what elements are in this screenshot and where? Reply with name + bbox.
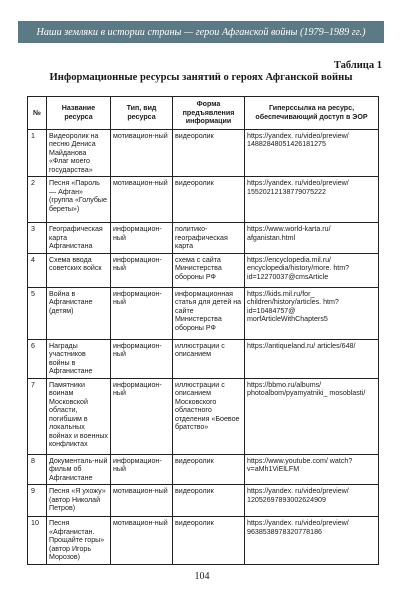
column-header-number: №: [28, 97, 47, 130]
cell-number: 7: [28, 378, 47, 454]
cell-number: 2: [28, 177, 47, 223]
cell-resource-name: Географическая карта Афганистана: [47, 223, 111, 254]
table-row: [28, 253, 379, 287]
cell-presentation-form: видеоролик: [173, 177, 245, 223]
cell-presentation-form: иллюстрации с описанием Московского областного отделения «Боевое братство»: [173, 378, 245, 454]
cell-presentation-form: схема с сайта Министерства обороны РФ: [173, 253, 245, 287]
cell-hyperlink[interactable]: https://antiqueland.ru/ articles/648/: [245, 339, 379, 378]
table-header-row: [28, 97, 379, 130]
cell-hyperlink[interactable]: https://encyclopedia.mil.ru/ encyclopedia/history/more. htm?id=12270037@cmsArticle: [245, 253, 379, 287]
cell-resource-name: Памятники воинам Московской области, погибшим в локальных войнах и военных конфликтах: [47, 378, 111, 454]
cell-resource-name: Война в Афганистане (детям): [47, 287, 111, 339]
cell-resource-type: мотивацион-ный: [111, 485, 173, 517]
cell-number: 1: [28, 129, 47, 177]
cell-resource-type: мотивацион-ный: [111, 177, 173, 223]
cell-resource-type: информацион-ный: [111, 287, 173, 339]
cell-hyperlink[interactable]: https://bbmo.ru/albums/ photoalbom/pyamyatniki_ mosoblasti/: [245, 378, 379, 454]
page-number: 104: [194, 571, 210, 582]
cell-presentation-form: видеоролик: [173, 517, 245, 565]
cell-presentation-form: информационная статья для детей на сайте Министерства обороны РФ: [173, 287, 245, 339]
cell-presentation-form: иллюстрации с описанием: [173, 339, 245, 378]
cell-presentation-form: видеоролик: [173, 129, 245, 177]
cell-hyperlink[interactable]: https://www.youtube.com/ watch?v=aMh1ViElLFM: [245, 454, 379, 485]
table-row: [28, 223, 379, 254]
cell-hyperlink[interactable]: https://yandex. ru/video/preview/ 15520212138779075222: [245, 177, 379, 223]
running-header-title: Наши земляки в истории страны — герои Афганской войны (1979–1989 гг.): [36, 26, 366, 38]
cell-resource-name: Песня «Афганистан. Прощайте горы» (автор Игорь Морозов): [47, 517, 111, 565]
table-row: [28, 339, 379, 378]
cell-resource-type: информацион-ный: [111, 378, 173, 454]
table-label: Таблица 1: [333, 60, 382, 71]
cell-resource-name: Видеоролик на песню Дениса Майданова «Флаг моего государства»: [47, 129, 111, 177]
table-row: [28, 378, 379, 454]
table-title: Информационные ресурсы занятий о героях Афганской войны: [49, 72, 353, 83]
cell-hyperlink[interactable]: https://yandex. ru/video/preview/ 14882848051426181275: [245, 129, 379, 177]
table-row: [28, 287, 379, 339]
cell-number: 8: [28, 454, 47, 485]
table-row: [28, 129, 379, 177]
column-header-hyperlink: Гиперссылка на ресурс, обеспечивающий доступ в ЭОР: [245, 97, 379, 130]
cell-resource-type: информацион-ный: [111, 454, 173, 485]
cell-resource-type: информацион-ный: [111, 339, 173, 378]
column-header-presentation-form: Форма предъявления информации: [173, 97, 245, 130]
cell-presentation-form: политико-географическая карта: [173, 223, 245, 254]
cell-resource-name: Награды участников войны в Афганистане: [47, 339, 111, 378]
cell-number: 10: [28, 517, 47, 565]
cell-hyperlink[interactable]: https://www.world-karta.ru/ afganistan.html: [245, 223, 379, 254]
cell-resource-name: Документаль-ный фильм об Афганистане: [47, 454, 111, 485]
column-header-resource-type: Тип, вид ресурса: [111, 97, 173, 130]
column-header-resource-name: Название ресурса: [47, 97, 111, 130]
table-row: [28, 177, 379, 223]
cell-number: 4: [28, 253, 47, 287]
cell-hyperlink[interactable]: https://yandex. ru/video/preview/ 12052697893002624909: [245, 485, 379, 517]
cell-resource-name: Схема ввода советских войск: [47, 253, 111, 287]
cell-presentation-form: видеоролик: [173, 454, 245, 485]
cell-resource-type: информацион-ный: [111, 223, 173, 254]
cell-hyperlink[interactable]: https://kids.mil.ru/for_ children/history/articles. htm?id=10484757@ morfArticleWithChapters5: [245, 287, 379, 339]
cell-hyperlink[interactable]: https://yandex. ru/video/preview/ 9638538978320778186: [245, 517, 379, 565]
cell-number: 3: [28, 223, 47, 254]
cell-number: 9: [28, 485, 47, 517]
cell-presentation-form: видеоролик: [173, 485, 245, 517]
cell-resource-type: информацион-ный: [111, 253, 173, 287]
cell-number: 5: [28, 287, 47, 339]
table-row: [28, 454, 379, 485]
resources-table: [27, 96, 379, 565]
cell-resource-name: Песня «Пароль — Афган» (группа «Голубые береты»): [47, 177, 111, 223]
table-row: [28, 485, 379, 517]
cell-resource-type: мотивацион-ный: [111, 517, 173, 565]
cell-number: 6: [28, 339, 47, 378]
cell-resource-type: мотивацион-ный: [111, 129, 173, 177]
table-row: [28, 517, 379, 565]
running-header: [18, 21, 384, 43]
cell-resource-name: Песня «Я ухожу» (автор Николай Петров): [47, 485, 111, 517]
